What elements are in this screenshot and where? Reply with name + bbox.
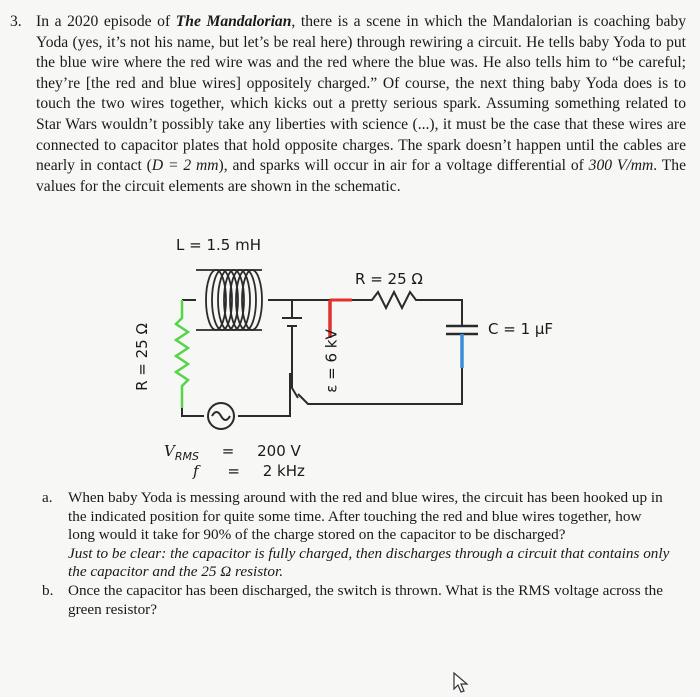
vrms-equals: = <box>221 442 235 460</box>
left-resistor-label: R = 25 Ω <box>132 323 151 391</box>
wire-top-right <box>420 300 462 326</box>
switch-arm <box>292 332 298 398</box>
inductor-label: L = 1.5 mH <box>176 236 261 254</box>
pointer-cursor-icon <box>452 672 470 694</box>
part-a-text: When baby Yoda is messing around with the red and blue wires, the circuit has been hooked up in the indicated position for quite some time. After touching the red and blue wires together, how long would it take for 90% of the charge stored on the capacitor to be discharged? <box>68 489 663 544</box>
wire-left-bottom <box>182 408 204 416</box>
intro-text-4: . The values for the circuit elements are shown in the schematic. <box>36 157 686 195</box>
green-resistor <box>176 300 188 408</box>
question-text <box>36 12 686 197</box>
freq-symbol: f <box>193 462 199 480</box>
freq-equals: = <box>227 462 240 480</box>
part-b-text: Once the capacitor has been discharged, the switch is thrown. What is the RMS voltage across the green resistor? <box>68 581 663 618</box>
intro-text-1: In a 2020 episode of <box>36 13 176 30</box>
emf-battery <box>282 300 302 332</box>
contact-distance: D = 2 mm <box>151 157 219 175</box>
part-a <box>42 489 672 582</box>
vrms-row <box>164 442 301 463</box>
question-parts <box>42 489 672 619</box>
intro-text-3: ), and sparks will occur in air for a voltage differential of <box>218 157 589 175</box>
part-b-label: b. <box>42 581 54 599</box>
emf-label: ε = 6 kV <box>322 329 341 393</box>
intro-text-2: , there is a scene in which the Mandalorian is coaching baby Yoda (yes, it’s not his name, but let’s be real here) through rewiring a circuit. He tells baby Yoda to put the blue wire where the red wire was and the red where the blue was. He also tells him to “be careful; they’re [the red and blue wires] oppositely charged.” Of course, the next thing baby Yoda does is to touch the two wires together, which kicks out a pretty serious spark. Assuming something related to Star Wars wouldn’t possibly take any liberties with science (...), it must be the case that these wires are connected to capacitor plates that hold opposite charges. The spark doesn’t happen until the cables are nearly in contact ( <box>36 13 687 175</box>
part-a-note: Just to be clear: the capacitor is fully charged, then discharges through a circuit that contains only the capacitor and the 25 Ω resistor. <box>68 544 670 581</box>
vrms-value: 200 V <box>257 442 301 460</box>
vrms-subscript: RMS <box>174 450 199 463</box>
freq-value: 2 kHz <box>262 462 305 480</box>
freq-row <box>193 462 305 480</box>
top-resistor-label: R = 25 Ω <box>355 270 423 288</box>
vrms-symbol: V <box>164 442 175 460</box>
problem-3 <box>10 12 686 197</box>
show-title: The Mandalorian <box>175 13 292 30</box>
sine-icon <box>212 412 230 420</box>
wire-source-right <box>238 373 290 416</box>
circuit-drawing <box>0 228 700 488</box>
inductor-coil <box>196 270 262 330</box>
spark-voltage: 300 V/mm <box>588 157 654 175</box>
capacitor-label: C = 1 μF <box>488 320 554 338</box>
part-b <box>42 582 672 619</box>
top-resistor <box>352 292 420 308</box>
circuit-schematic <box>0 228 700 488</box>
part-a-label: a. <box>42 489 53 506</box>
question-number: 3. <box>10 13 22 30</box>
